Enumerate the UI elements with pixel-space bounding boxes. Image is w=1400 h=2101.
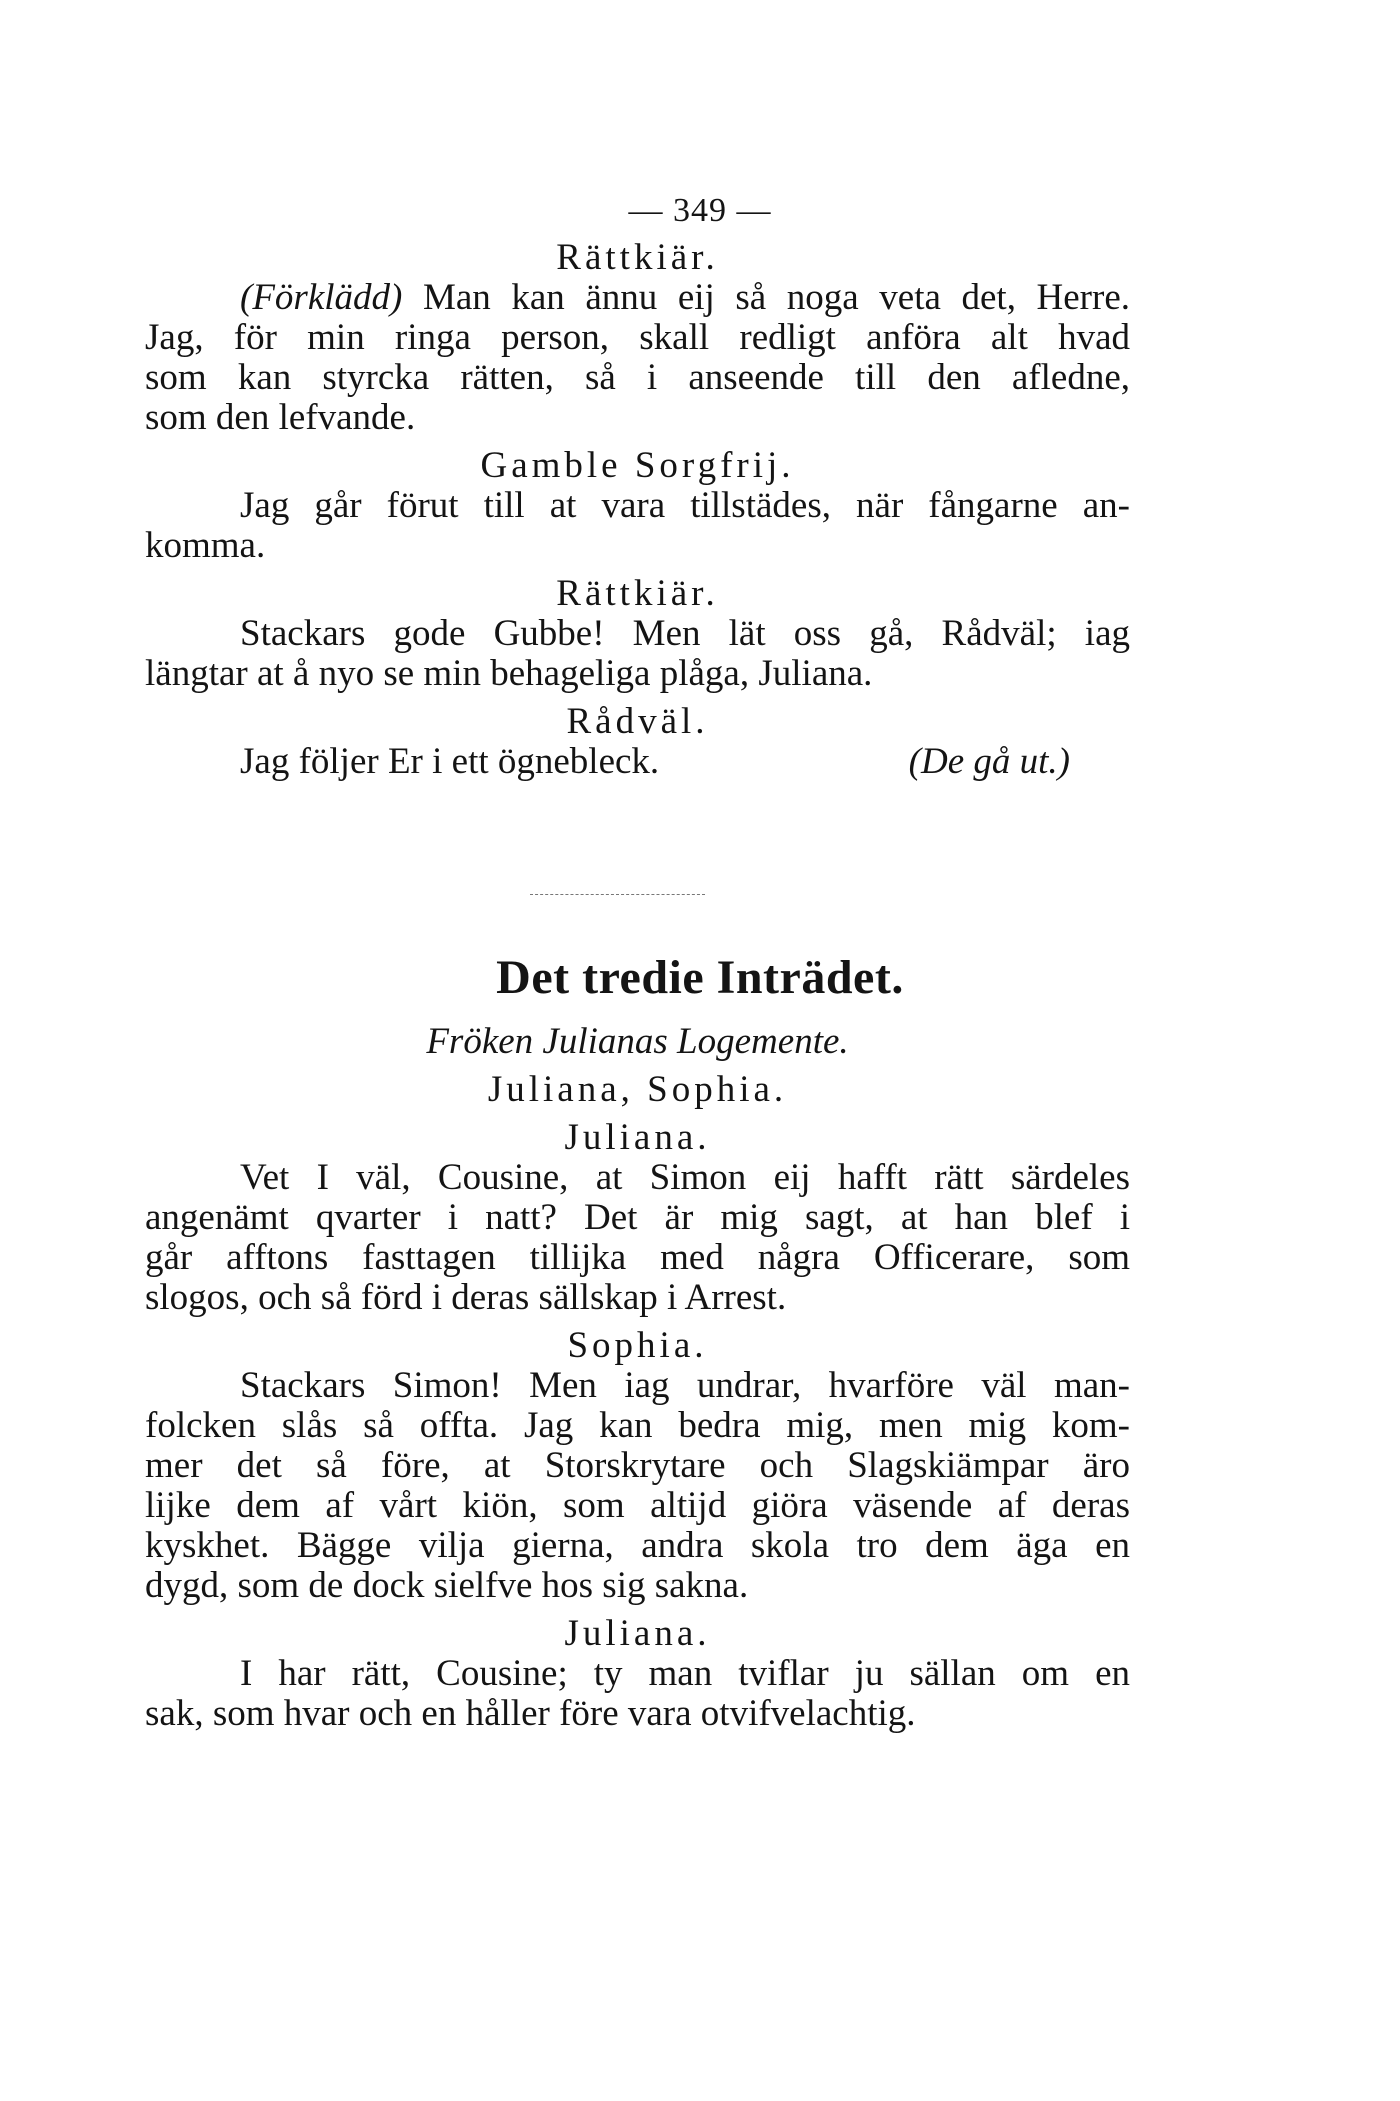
text-line: komma.: [145, 525, 266, 566]
text-line: Vet I väl, Cousine, at Simon eij hafft rätt särdeles: [240, 1157, 1130, 1198]
speaker-name: Juliana.: [564, 1117, 711, 1158]
text-line: sak, som hvar och en håller före vara otvifvelachtig.: [145, 1693, 916, 1734]
text-line: dygd, som de dock sielfve hos sig sakna.: [145, 1565, 749, 1606]
scene-one: [145, 238, 1130, 782]
text-line: Jag går förut till at vara tillstädes, när fångarne an-: [240, 485, 1130, 526]
text-line: Jag följer Er i ett ögnebleck. (De gå ut.): [240, 741, 1070, 782]
text-line: Stackars gode Gubbe! Men lät oss gå, Rådväl; iag: [240, 613, 1130, 654]
text-line: slogos, och så förd i deras sällskap i Arrest.: [145, 1277, 787, 1318]
speaker-name: Rådväl.: [566, 701, 709, 742]
text-line: går afftons fasttagen tillijka med några Officerare, som: [145, 1237, 1130, 1278]
text-line: lijke dem af vårt kiön, som altijd giöra väsende af deras: [145, 1485, 1130, 1526]
text-line: folcken slås så offta. Jag kan bedra mig, men mig kom-: [145, 1405, 1130, 1446]
text-line: Stackars Simon! Men iag undrar, hvarföre väl man-: [240, 1365, 1130, 1406]
speaker-name: Rättkiär.: [556, 237, 719, 278]
speaker-name: Rättkiär.: [556, 573, 719, 614]
act-heading: Det tredie Inträdet.: [496, 951, 904, 1004]
text-line: mer det så före, at Storskrytare och Slagskiämpar äro: [145, 1445, 1130, 1486]
text-line: längtar at å nyo se min behageliga plåga, Juliana.: [145, 653, 873, 694]
text-line: I har rätt, Cousine; ty man tviflar ju sällan om en: [240, 1653, 1130, 1694]
text-line: som den lefvande.: [145, 397, 416, 438]
text-line: som kan styrcka rätten, så i anseende till den afledne,: [145, 357, 1130, 398]
speaker-name: Sophia.: [567, 1325, 708, 1366]
scene-setting: Fröken Julianas Logemente.: [426, 1021, 849, 1062]
section-divider: [530, 894, 705, 895]
speaker-name: Juliana.: [564, 1613, 711, 1654]
text-line: Jag, för min ringa person, skall redligt anföra alt hvad: [145, 317, 1130, 358]
stage-direction: (De gå ut.): [908, 741, 1070, 782]
page-number: — 349 —: [628, 192, 772, 229]
text-line: angenämt qvarter i natt? Det är mig sagt, at han blef i: [145, 1197, 1130, 1238]
scene-two: [145, 1022, 1130, 1734]
character-list: Juliana, Sophia.: [487, 1069, 788, 1110]
speaker-name: Gamble Sorgfrij.: [480, 445, 795, 486]
stage-direction: (Förklädd): [240, 277, 403, 318]
text-line: kyskhet. Bägge vilja gierna, andra skola tro dem äga en: [145, 1525, 1130, 1566]
text-line: (Förklädd) Man kan ännu eij så noga veta det, Herre.: [240, 277, 1130, 318]
